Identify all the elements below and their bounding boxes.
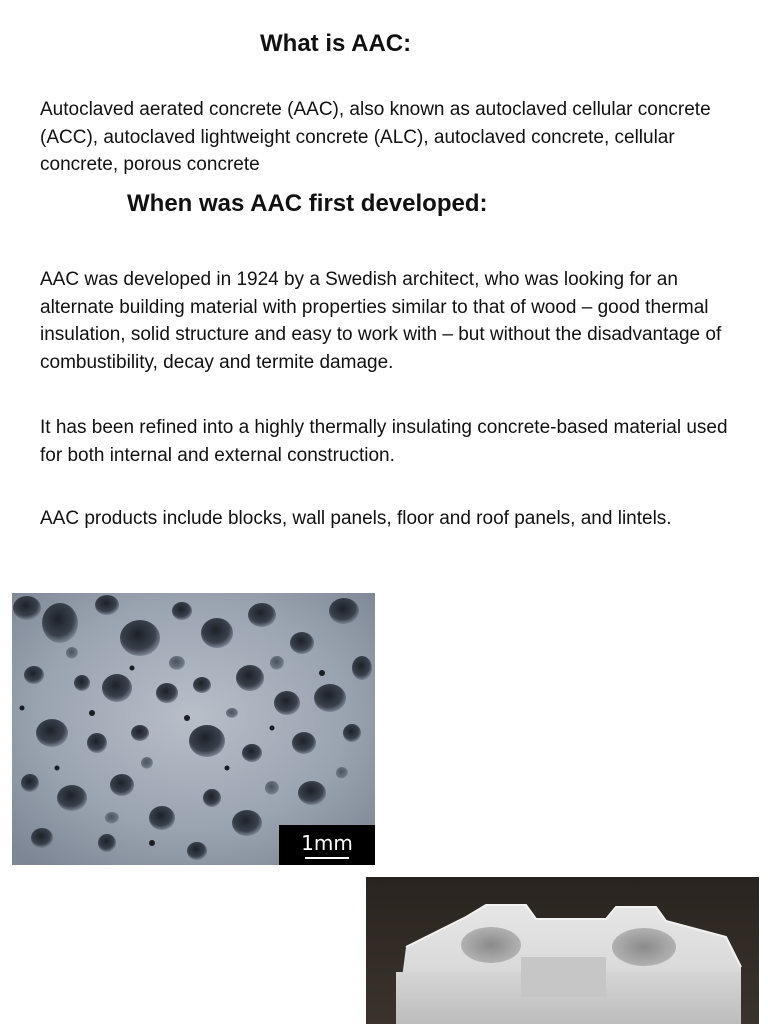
aac-block-photo: [366, 877, 759, 1024]
heading-when-developed: When was AAC first developed:: [127, 190, 488, 217]
definition-paragraph: Autoclaved aerated concrete (AAC), also known as autoclaved cellular concrete (ACC), autoclaved lightweight concrete (ALC), autoclaved concrete, cellular concrete, porous concrete: [40, 99, 711, 175]
refinement-paragraph: It has been refined into a highly thermally insulating concrete-based material used for both internal and external construction.: [40, 417, 728, 466]
scale-bar-line: [305, 857, 349, 859]
products-paragraph: AAC products include blocks, wall panels, floor and roof panels, and lintels.: [40, 508, 672, 529]
heading-what-is-aac: What is AAC:: [260, 30, 412, 57]
scale-bar-label: 1mm: [301, 831, 353, 855]
scale-bar: [279, 825, 375, 865]
aac-block-illustration: [366, 877, 759, 1024]
history-paragraph: AAC was developed in 1924 by a Swedish architect, who was looking for an alternate building material with properties similar to that of wood – good thermal insulation, solid structure and easy to work with – but without the disadvantage of combustibility, decay and termite damage.: [40, 269, 722, 373]
aac-micrograph-image: [12, 593, 375, 865]
